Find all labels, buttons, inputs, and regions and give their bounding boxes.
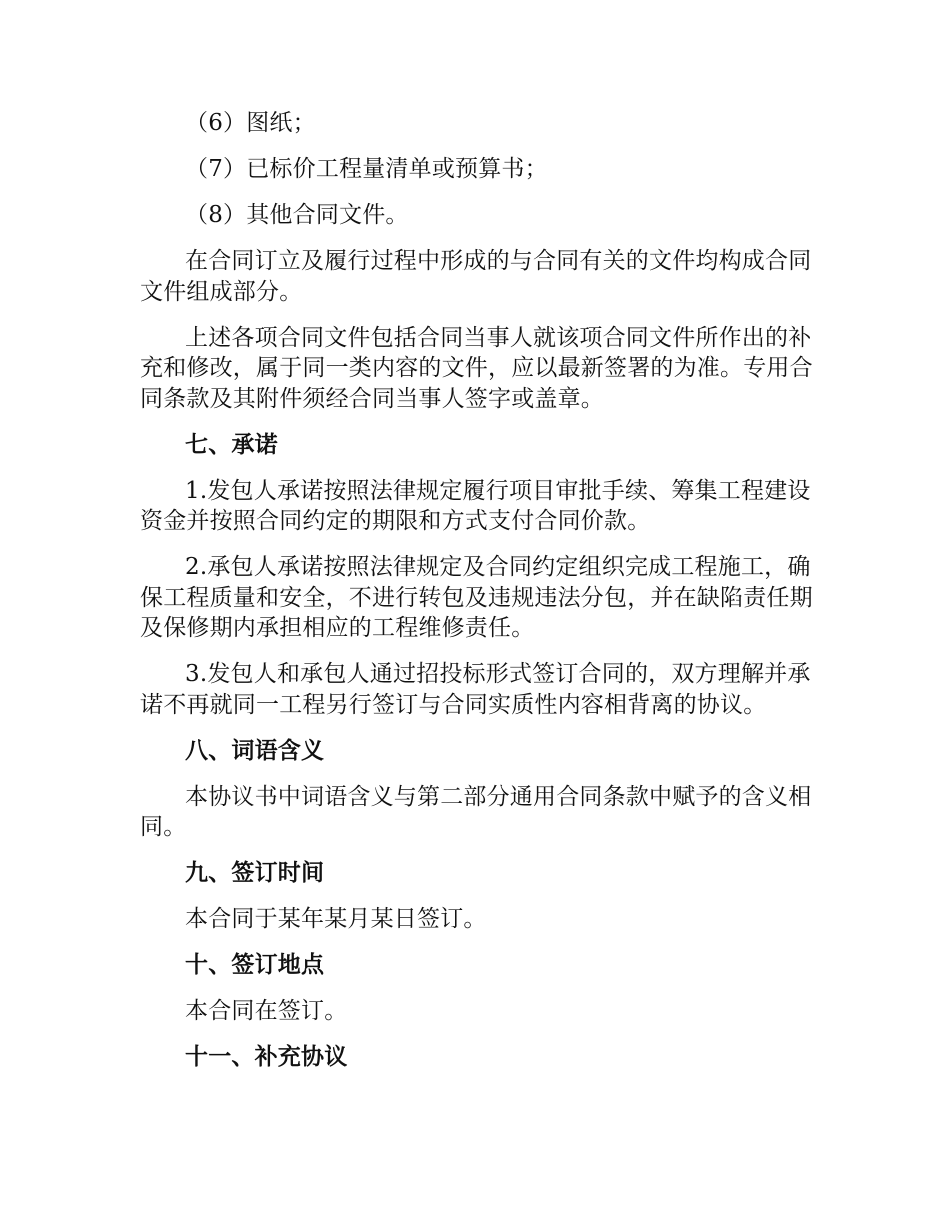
section-heading-definitions: 八、词语含义 [185,737,325,764]
section-heading-supplementary-agreement: 十一、补充协议 [185,1044,348,1070]
paragraph-signing-time: 本合同于某年某月某日签订。 [185,906,487,932]
paragraph-formed-documents: 在合同订立及履行过程中形成的与合同有关的文件均构成合同文件组成部分。 [140,248,812,305]
paragraph-tender-commitment: 3.发包人和承包人通过招投标形式签订合同的，双方理解并承诺不再就同一工程另行签订与合同实质性内容相背离的协议。 [140,661,811,718]
paragraph-amendments: 上述各项合同文件包括合同当事人就该项合同文件所作出的补充和修改，属于同一类内容的文件，应以最新签署的为准。专用合同条款及其附件须经合同当事人签字或盖章。 [140,324,813,412]
paragraph-contractor-commitment: 2.承包人承诺按照法律规定及合同约定组织完成工程施工，确保工程质量和安全，不进行转包及违规违法分包，并在缺陷责任期及保修期内承担相应的工程维修责任。 [140,554,813,641]
section-heading-signing-place: 十、签订地点 [185,952,325,978]
document-page [140,108,820,1088]
list-item-other-documents: （8）其他合同文件。 [185,202,409,228]
paragraph-definitions: 本协议书中词语含义与第二部分通用合同条款中赋予的含义相同。 [140,783,812,840]
section-heading-commitments: 七、承诺 [185,431,278,458]
paragraph-signing-place: 本合同在签订。 [185,998,348,1024]
section-heading-signing-time: 九、签订时间 [185,860,325,886]
list-item-priced-bill: （7）已标价工程量清单或预算书； [185,156,548,182]
paragraph-employer-commitment: 1.发包人承诺按照法律规定履行项目审批手续、筹集工程建设资金并按照合同约定的期限和方式支付合同价款。 [140,477,811,534]
list-item-drawings: （6）图纸； [185,110,316,136]
